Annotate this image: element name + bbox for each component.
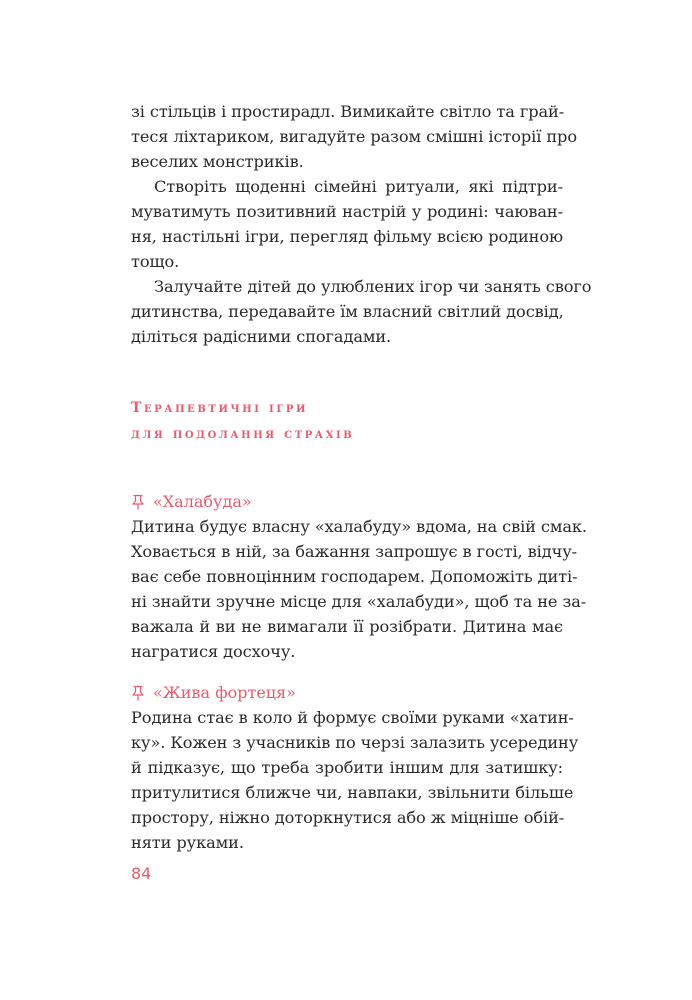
game-title — [131, 489, 563, 514]
text-line: простору, ніжно доторкнутися або ж міцніше обій- — [131, 808, 565, 827]
section-heading-line-2: для подолання страхів — [131, 426, 355, 442]
game-title — [131, 680, 563, 705]
intro-paragraph-3 — [131, 274, 592, 349]
text-line: Ховається в ній, за бажання запрошує в гості, відчу- — [131, 542, 577, 561]
text-line: зі стільців і простирадл. Вимикайте світло та грай- — [131, 102, 565, 121]
page-number: 84 — [131, 864, 152, 883]
text-line: тощо. — [131, 252, 180, 271]
text-line: ня, настільні ігри, перегляд фільму всією родиною — [131, 227, 563, 246]
section-gap — [131, 349, 563, 395]
text-line: ку». Кожен з учасників по черзі залазить усередину — [131, 733, 579, 752]
pushpin-icon — [131, 494, 145, 510]
paragraph-gap — [131, 664, 563, 680]
text-line: дитинства, передавайте їм власний світлий досвід, — [131, 302, 564, 321]
text-line: Родина стає в коло й формує своїми руками «хатин- — [131, 708, 574, 727]
page-body — [131, 99, 592, 855]
text-line: ває себе повноцінним господарем. Допоможіть диті- — [131, 567, 578, 586]
text-line: Дитина будує власну «халабуду» вдома, на свій смак. — [131, 517, 587, 536]
text-line: ні знайти зручне місце для «халабуди», щоб та не за- — [131, 592, 587, 611]
section-gap — [131, 447, 563, 489]
game-halabuda — [131, 489, 587, 664]
text-line: Створіть щоденні сімейні ритуали, які підтри- — [154, 177, 563, 196]
section-heading — [131, 395, 563, 447]
text-line: муватимуть позитивний настрій у родині: чаюван- — [131, 202, 563, 221]
intro-paragraph-1 — [131, 99, 577, 174]
text-line: теся ліхтариком, вигадуйте разом смішні історії про — [131, 127, 577, 146]
intro-paragraph-2 — [131, 174, 563, 274]
text-line: награтися досхочу. — [131, 642, 296, 661]
text-line: діліться радісними спогадами. — [131, 327, 392, 346]
pushpin-icon — [131, 685, 145, 701]
text-line: важала й ви не вимагали її розібрати. Дитина має — [131, 617, 563, 636]
text-line: веселих монстриків. — [131, 152, 304, 171]
game-title-text: «Халабуда» — [153, 492, 252, 511]
game-title-text: «Жива фортеця» — [153, 683, 296, 702]
text-line: няти руками. — [131, 833, 244, 852]
text-line: Залучайте дітей до улюблених ігор чи занять свого — [154, 277, 592, 296]
section-heading-line-1: Терапевтичні ігри — [131, 400, 308, 416]
game-zhyva-fortetsia — [131, 680, 579, 855]
text-line: й підказує, що треба зробити іншим для затишку: — [131, 758, 563, 777]
text-line: притулитися ближче чи, навпаки, звільнити більше — [131, 783, 574, 802]
